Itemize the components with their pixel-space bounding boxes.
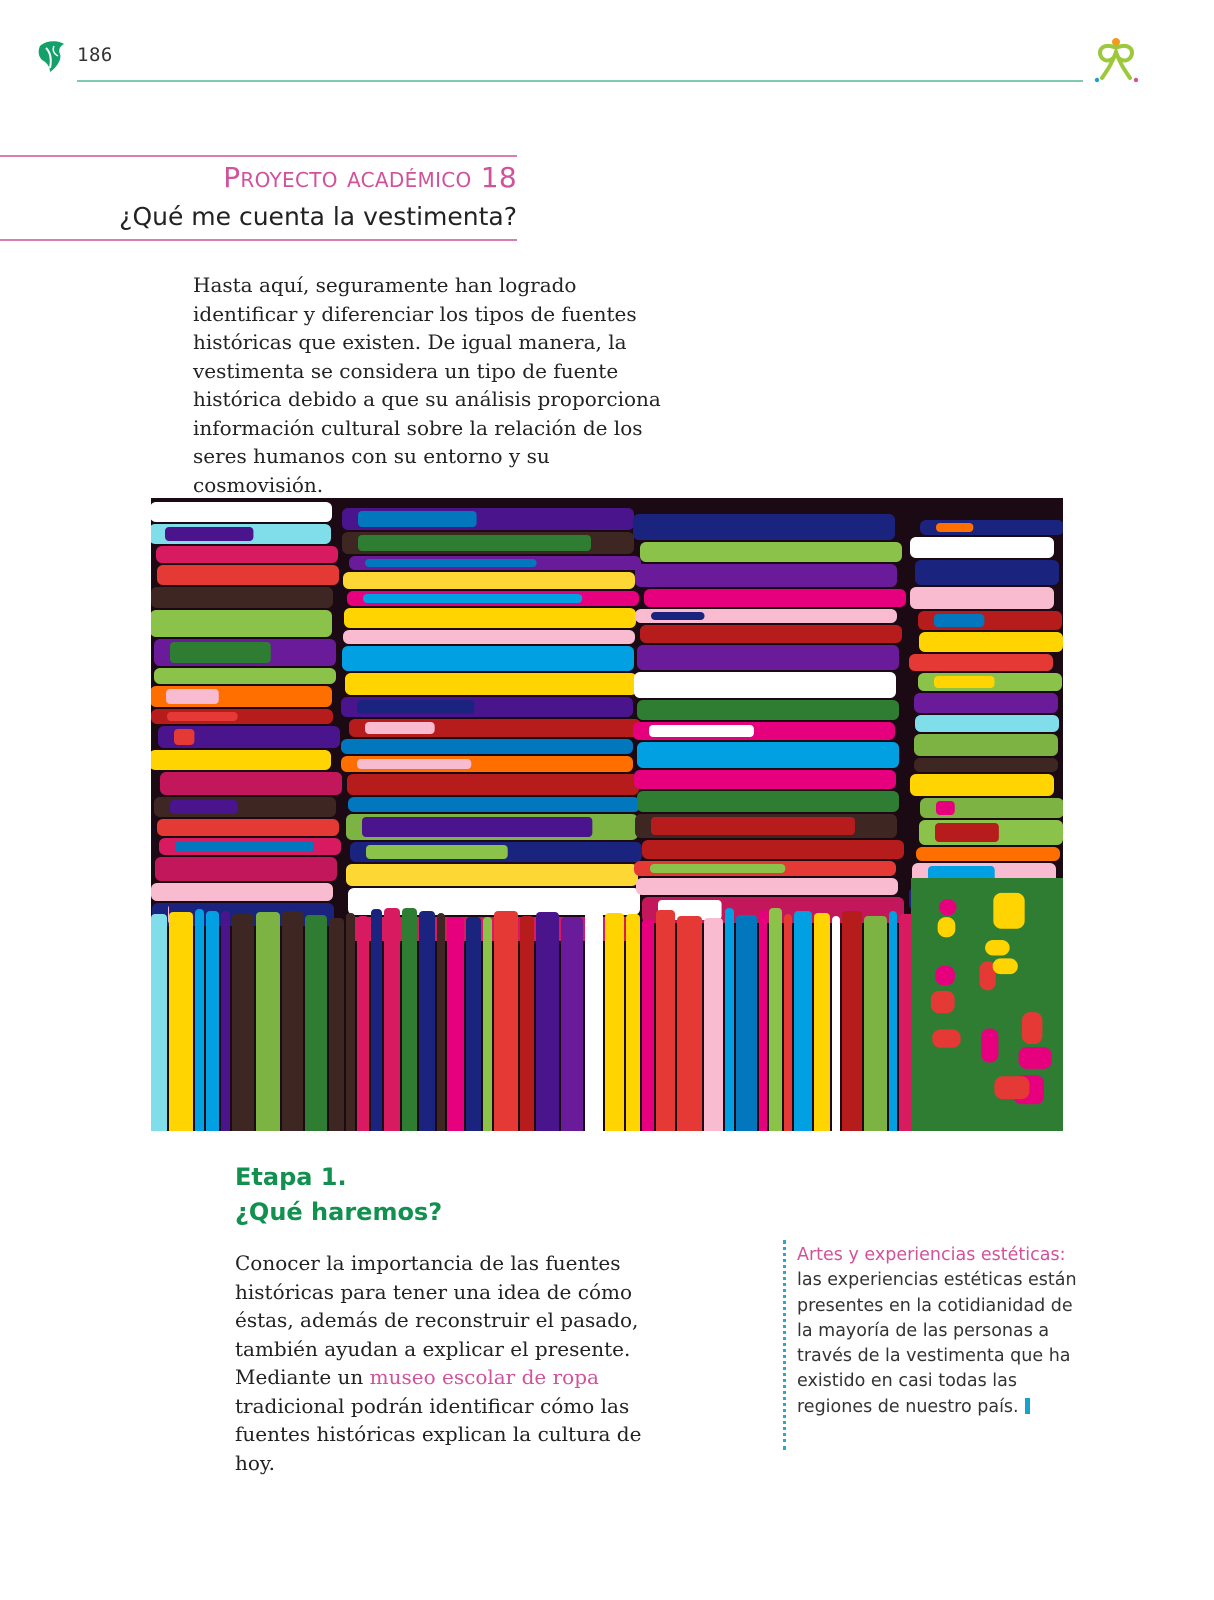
leaf-icon xyxy=(36,38,68,74)
note-definition: las experiencias estéticas están presentes en la cotidianidad de la mayoría de las personas a través de la vestimenta que ha existido en casi todas las regiones de nuestro país. xyxy=(797,1270,1077,1417)
end-mark xyxy=(1025,1398,1030,1414)
museum-link: museo escolar de ropa xyxy=(369,1365,599,1389)
stage-paragraph xyxy=(235,1249,680,1477)
project-title: ¿Qué me cuenta la vestimenta? xyxy=(119,202,517,231)
stage-text-end: tradicional podrán identificar cómo las fuentes históricas explican la cultura de hoy. xyxy=(235,1393,642,1475)
stage-text-start: Conocer la importancia de las fuentes históricas para tener una idea de cómo éstas, además de reconstruir el pasado, también ayudan a explicar el presente. Mediante un xyxy=(235,1251,639,1389)
stage-heading: Etapa 1. xyxy=(235,1163,347,1191)
intro-paragraph: Hasta aquí, seguramente han logrado identificar y diferenciar los tipos de fuentes históricas que existen. De igual manera, la vestimenta se considera un tipo de fuente histórica debido a que su análisis proporciona información cultural sobre la relación de los seres humanos con su entorno y su cosmovisión. xyxy=(193,273,661,497)
note-divider xyxy=(783,1240,786,1450)
note-term: Artes y experiencias estéticas: xyxy=(797,1245,1066,1265)
textiles-photo xyxy=(151,498,1063,1131)
stage-subheading: ¿Qué haremos? xyxy=(235,1198,443,1226)
sidebar-note xyxy=(797,1243,1077,1420)
project-label: Proyecto académico 18 xyxy=(223,161,517,194)
page-number: 186 xyxy=(77,44,113,66)
title-rule-bottom xyxy=(0,239,517,241)
header-rule xyxy=(77,80,1083,82)
title-rule-top xyxy=(0,155,517,157)
sprout-logo-icon xyxy=(1090,34,1142,86)
